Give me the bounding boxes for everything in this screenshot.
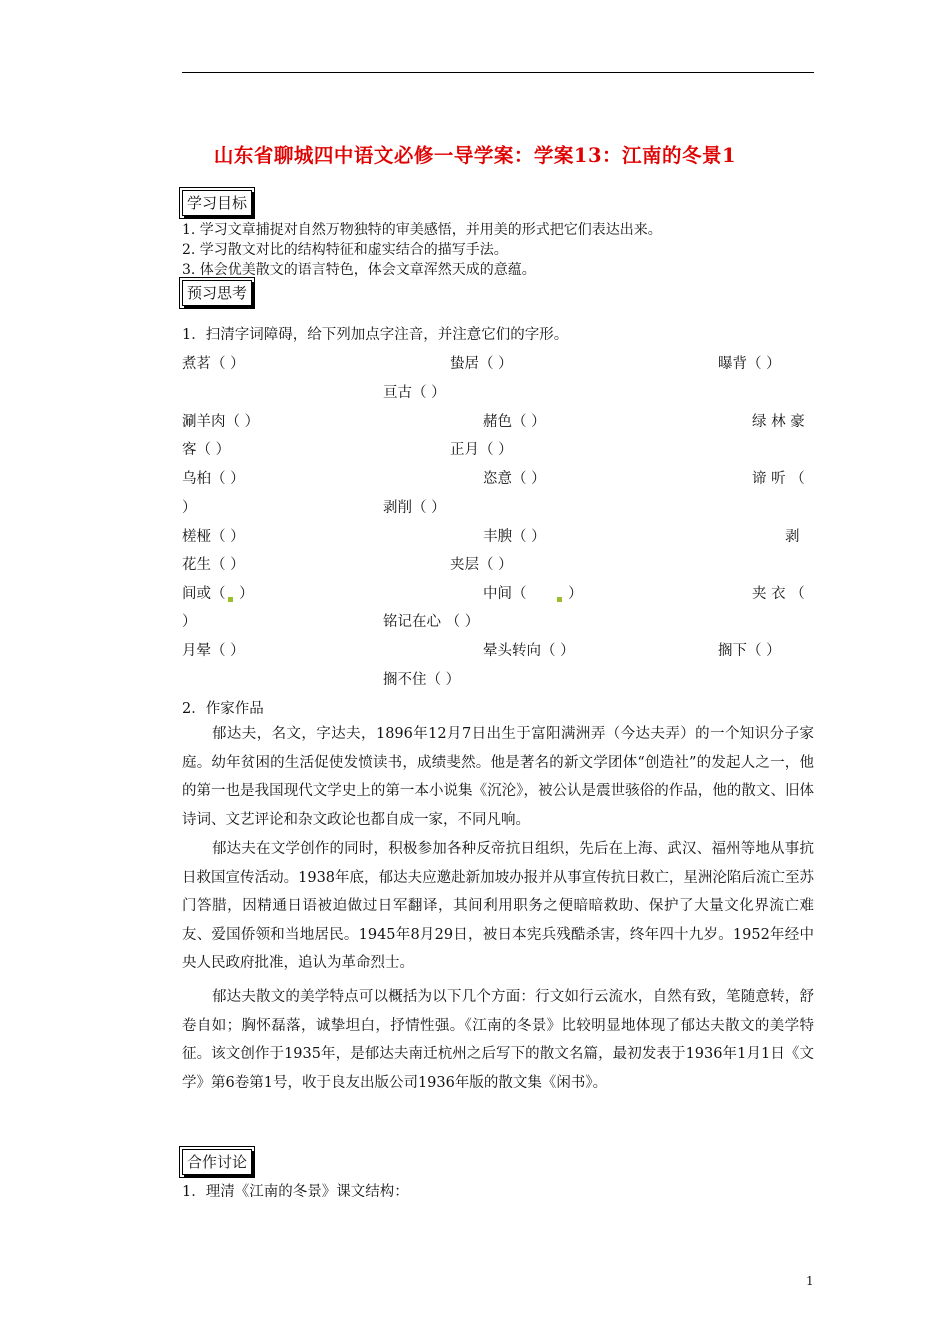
dot-marker [557, 597, 562, 602]
word-item: 蛰居（ ） [450, 356, 513, 372]
word-item: 绿 林 豪 [752, 414, 805, 430]
word-item: 亘古（ ） [383, 385, 446, 401]
word-text: ） [234, 586, 254, 602]
goal-item: 3. 体会优美散文的语言特色，体会文章浑然天成的意蕴。 [182, 262, 536, 278]
header-rule [182, 72, 814, 73]
word-item: 花生（ ） [182, 557, 245, 573]
word-item: 剥 [785, 529, 800, 545]
word-item: 夹层（ ） [450, 557, 513, 573]
word-text: ） [563, 586, 583, 602]
word-item: 铭记在心 （ ） [383, 614, 480, 630]
section-label-discussion: 合作讨论 [182, 1149, 252, 1175]
word-text: 间或（ [182, 586, 226, 602]
word-item: ） [182, 614, 197, 630]
word-item: 谛 听 （ [752, 471, 805, 487]
word-item: 夹 衣 （ [752, 586, 805, 602]
word-item: 客（ ） [182, 442, 231, 458]
word-item: 乌桕（ ） [182, 471, 245, 487]
word-item: 丰腴（ ） [483, 529, 546, 545]
goal-item: 1. 学习文章捕捉对自然万物独特的审美感悟，并用美的形式把它们表达出来。 [182, 222, 662, 238]
dot-marker [228, 597, 233, 602]
word-item: 晕头转向（ ） [483, 643, 575, 659]
word-item: 涮羊肉（ ） [182, 414, 260, 430]
word-item [483, 582, 583, 603]
word-item: 剥削（ ） [383, 500, 446, 516]
section-label-preview: 预习思考 [182, 280, 252, 306]
word-item [182, 582, 254, 603]
word-item: 赭色（ ） [483, 414, 546, 430]
author-paragraph: 郁达夫散文的美学特点可以概括为以下几个方面：行文如行云流水，自然有致，笔随意转，舒卷自如；胸怀磊落，诚挚坦白，抒情性强。《江南的冬景》比较明显地体现了郁达夫散文的美学特征。该文创作于1935年，是郁达夫南迁杭州之后写下的散文名篇，最初发表于1936年1月1日《文学》第6卷第1号，收于良友出版公司1936年版的散文集《闲书》。 [182, 989, 814, 1091]
word-item: 曝背（ ） [718, 356, 781, 372]
word-item: 槎桠（ ） [182, 529, 245, 545]
word-item: 恣意（ ） [483, 471, 546, 487]
goal-item: 2. 学习散文对比的结构特征和虚实结合的描写手法。 [182, 242, 508, 258]
word-item: 煮茗（ ） [182, 356, 245, 372]
page-title: 山东省聊城四中语文必修一导学案：学案13：江南的冬景1 [213, 144, 737, 167]
word-item: 月晕（ ） [182, 643, 245, 659]
section-label-goals: 学习目标 [182, 190, 252, 216]
word-item: 搁不住（ ） [383, 672, 461, 688]
word-text: 中间（ [483, 586, 527, 602]
question-structure: 1．理清《江南的冬景》课文结构： [182, 1184, 409, 1200]
word-item: 搁下（ ） [718, 643, 781, 659]
word-item: 正月（ ） [450, 442, 513, 458]
page-number: 1 [806, 1274, 814, 1288]
question-2: 2．作家作品 [182, 701, 264, 717]
word-item: ） [182, 500, 197, 516]
author-paragraph: 郁达夫，名文，字达夫，1896年12月7日出生于富阳满洲弄（今达夫弄）的一个知识分子家庭。幼年贫困的生活促使发愤读书，成绩斐然。他是著名的新文学团体“创造社”的发起人之一，他的第一也是我国现代文学史上的第一本小说集《沉沦》，被公认是震世骇俗的作品，他的散文、旧体诗词、文艺评论和杂文政论也都自成一家，不同凡响。 [182, 726, 814, 828]
question-1: 1．扫清字词障碍，给下列加点字注音，并注意它们的字形。 [182, 327, 569, 343]
author-paragraph: 郁达夫在文学创作的同时，积极参加各种反帝抗日组织，先后在上海、武汉、福州等地从事抗日救国宣传活动。1938年底，郁达夫应邀赴新加坡办报并从事宣传抗日救亡，星洲沦陷后流亡至苏门答腊，因精通日语被迫做过日军翻译，其间利用职务之便暗暗救助、保护了大量文化界流亡难友、爱国侨领和当地居民。1945年8月29日，被日本宪兵残酷杀害，终年四十九岁。1952年经中央人民政府批准，追认为革命烈士。 [182, 841, 814, 972]
